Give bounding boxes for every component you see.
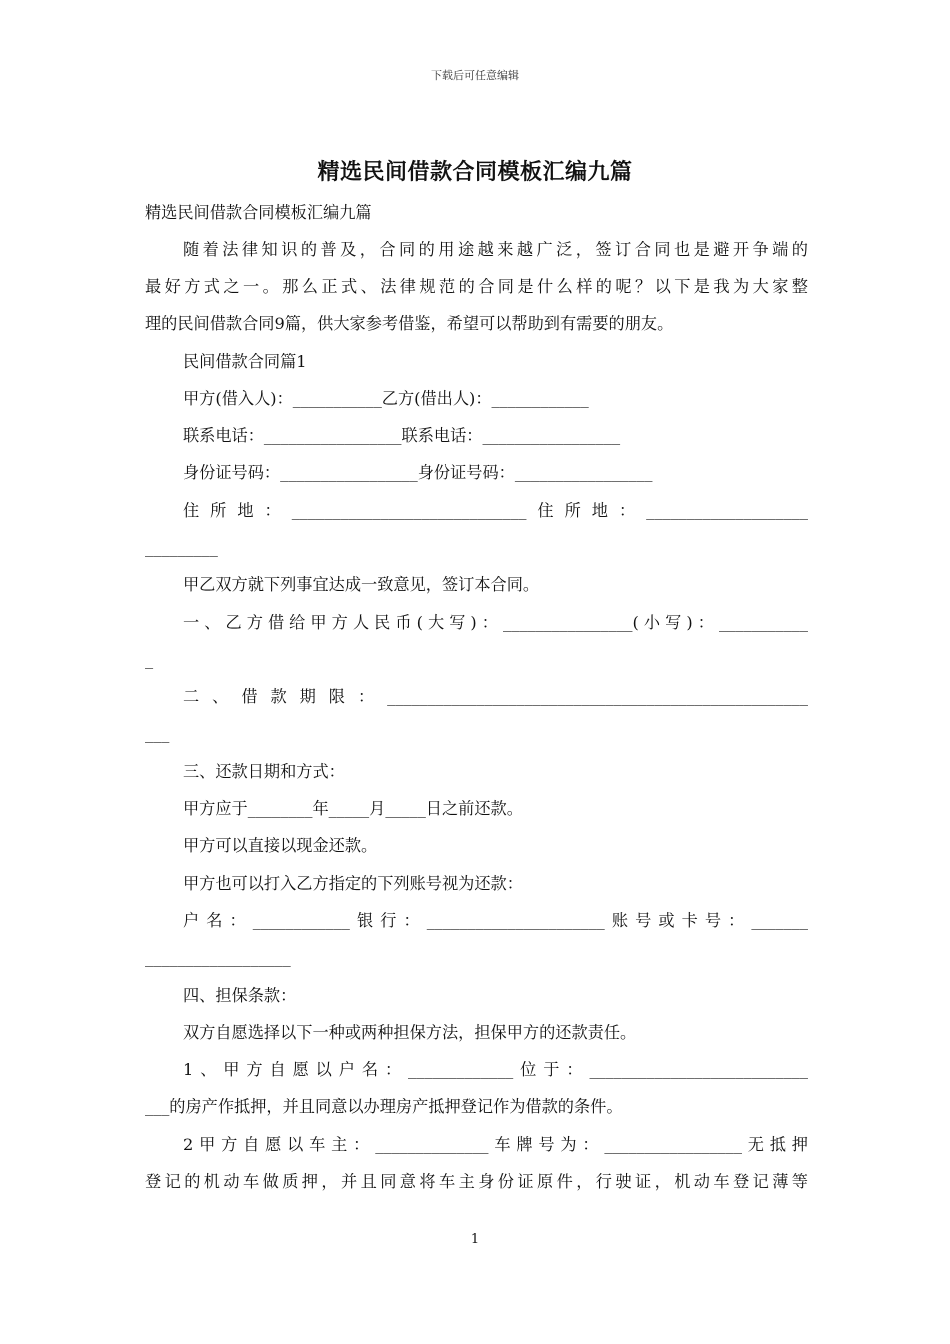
clause-2-line-continued: ___ [145,724,170,743]
repayment-date-line: 甲方应于________年_____月_____日之前还款。 [183,799,523,818]
property-pledge-line: 1、甲方自愿以户名：_____________位于：___________________________ [183,1060,808,1079]
phone-line: 联系电话：_________________联系电话：_________________ [183,426,621,445]
subtitle-line: 精选民间借款合同模板汇编九篇 [145,203,372,222]
party-line: 甲方(借入人)：___________乙方(借出人)：____________ [183,389,589,408]
vehicle-pledge-line: 2甲方自愿以车主：______________车牌号为：_________________无抵押 [183,1135,808,1154]
document-title: 精选民间借款合同模板汇编九篇 [317,159,633,185]
id-number-line: 身份证号码：_________________身份证号码：_________________ [183,463,653,482]
section-heading: 民间借款合同篇1 [183,352,307,371]
clause-2-line: 二、借款期限：____________________________________________________ [183,687,808,706]
account-line: 户名：____________银行：______________________账号或卡号：_______ [183,911,808,930]
agreement-line: 甲乙双方就下列事宜达成一致意见，签订本合同。 [183,575,540,594]
account-line-continued: __________________ [145,948,291,967]
intro-line-3: 理的民间借款合同9篇，供大家参考借鉴，希望可以帮助到有需要的朋友。 [145,314,674,333]
cash-repayment-line: 甲方可以直接以现金还款。 [183,836,378,855]
clause-4-heading: 四、担保条款： [183,986,297,1005]
address-line-continued: _________ [145,538,218,557]
property-pledge-line-continued: ___的房产作抵押，并且同意以办理房产抵押登记作为借款的条件。 [145,1097,623,1116]
guarantee-intro-line: 双方自愿选择以下一种或两种担保方法，担保甲方的还款责任。 [183,1023,637,1042]
address-line: 住所地：_____________________________住所地：____________________ [183,501,808,520]
page-number: 1 [470,1232,480,1247]
clause-1-line-continued: _ [145,650,154,669]
intro-line-2: 最好方式之一。那么正式、法律规范的合同是什么样的呢？以下是我为大家整 [145,277,808,296]
clause-3-heading: 三、还款日期和方式： [183,762,345,781]
vehicle-pledge-line-continued: 登记的机动车做质押，并且同意将车主身份证原件，行驶证，机动车登记薄等 [145,1172,808,1191]
clause-1-line: 一、乙方借给甲方人民币(大写)：________________(小写)：___________ [183,613,808,632]
transfer-repayment-line: 甲方也可以打入乙方指定的下列账号视为还款： [183,874,523,893]
header-note: 下载后可任意编辑 [431,69,519,82]
intro-line-1: 随着法律知识的普及，合同的用途越来越广泛，签订合同也是避开争端的 [183,240,808,259]
